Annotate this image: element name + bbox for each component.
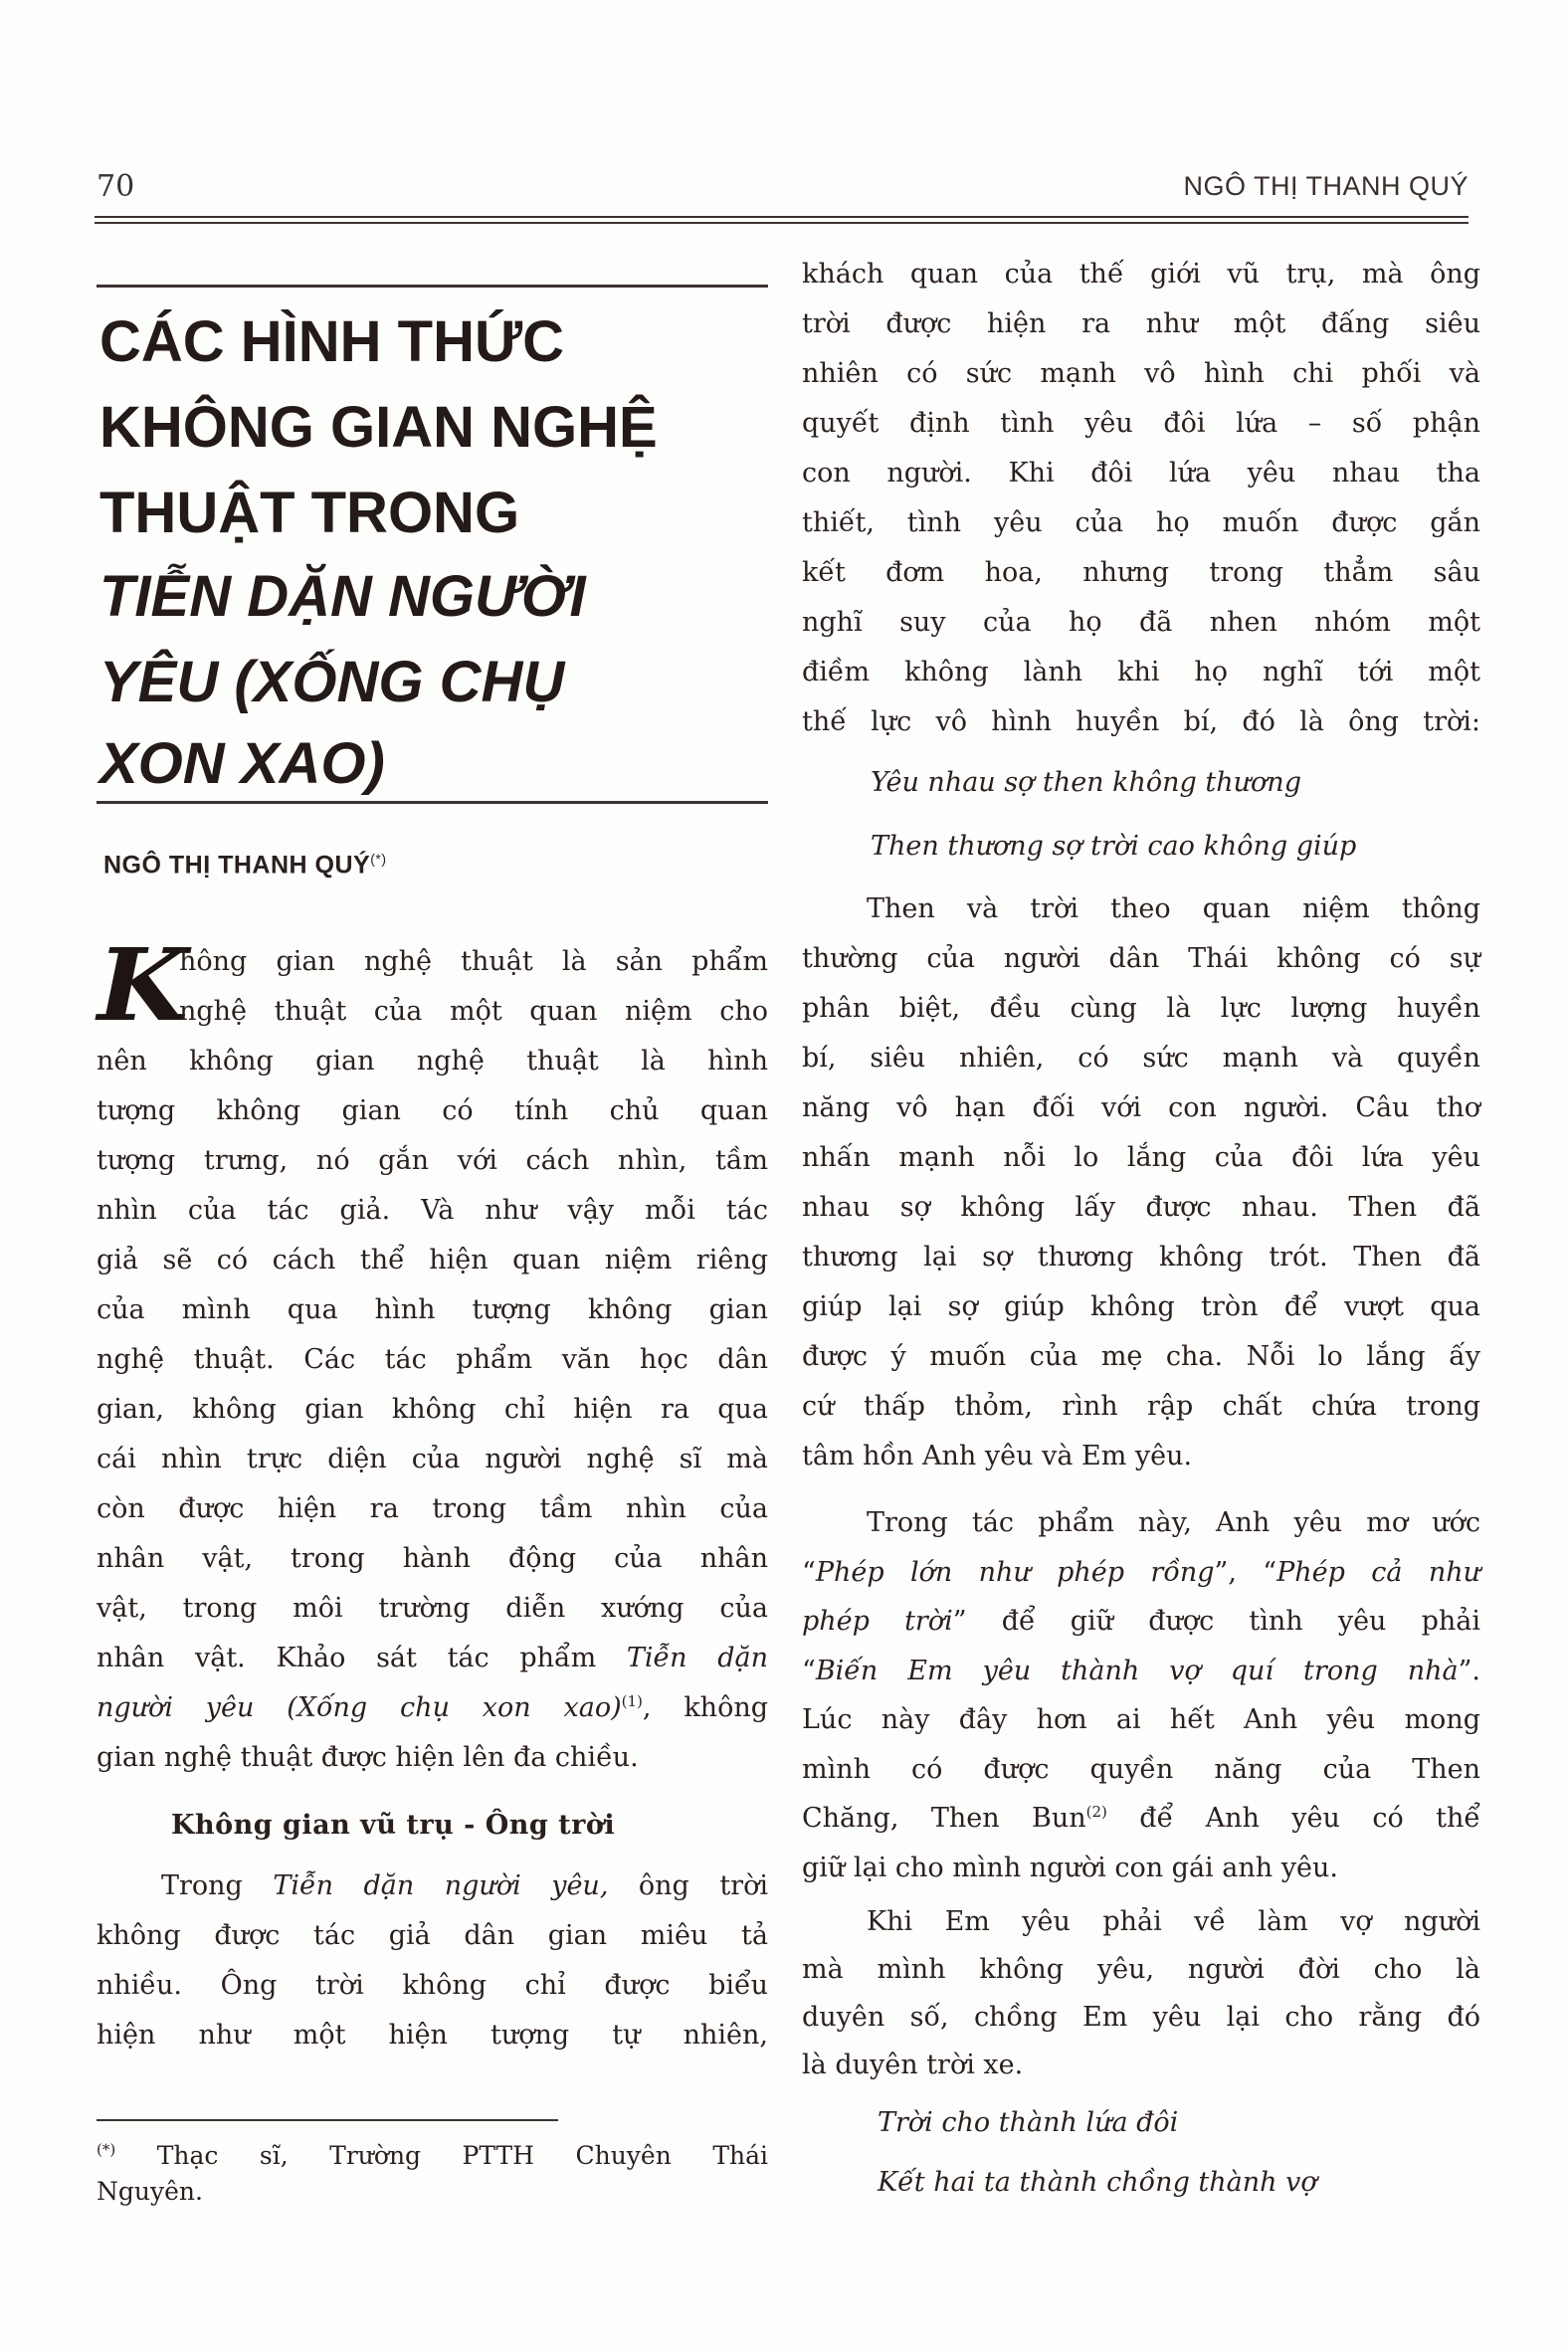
- title-line: XON XAO): [99, 731, 385, 796]
- running-head: NGÔ THỊ THANH QUÝ: [1183, 171, 1469, 201]
- text-segment: hiện như một hiện tượng tự nhiên,: [97, 2020, 768, 2051]
- body-line: [802, 299, 1480, 349]
- text-segment: mà mình không yêu, người đời cho là: [802, 1954, 1480, 1985]
- footnote-reference: (1): [621, 1692, 643, 1710]
- body-line: [97, 1136, 768, 1186]
- body-line: [802, 1597, 1480, 1647]
- text-segment: nhiều. Ông trời không chỉ được biểu: [97, 1970, 768, 2001]
- text-segment: Yêu nhau sợ then không thương: [871, 767, 1301, 798]
- body-line: [802, 1647, 1480, 1696]
- text-segment: cứ thấp thỏm, rình rập chất chứa trong: [802, 1391, 1480, 1422]
- text-segment: giữ lại cho mình người con gái anh yêu.: [802, 1852, 1338, 1883]
- author-byline: [103, 851, 387, 880]
- text-segment: thương lại sợ thương không trót. Then đã: [802, 1242, 1480, 1273]
- body-line: [179, 937, 768, 987]
- verse-line: [878, 2098, 1474, 2148]
- body-line: [802, 548, 1480, 598]
- body-line: [802, 1432, 1480, 1481]
- text-segment: Then thương sợ trời cao không giúp: [871, 831, 1357, 862]
- italic-segment: Biến Em yêu thành vợ quí trong nhà: [815, 1655, 1459, 1686]
- text-segment: tượng không gian có tính chủ quan: [97, 1095, 768, 1126]
- body-line: [802, 1993, 1480, 2043]
- body-line: [97, 1037, 768, 1086]
- text-segment: giả sẽ có cách thể hiện quan niệm riêng: [97, 1245, 768, 1275]
- drop-cap: K: [97, 926, 189, 1044]
- italic-segment: Phép lớn như phép rồng: [815, 1556, 1215, 1588]
- text-segment: Thạc sĩ, Trường PTTH Chuyên Thái: [115, 2141, 768, 2170]
- verse-line: [871, 758, 1468, 808]
- footnote-rule: [97, 2119, 558, 2121]
- text-segment: “: [802, 1655, 816, 1686]
- body-line: [97, 1534, 768, 1584]
- text-segment: trời được hiện ra như một đấng siêu: [802, 308, 1480, 339]
- body-line: [802, 1183, 1480, 1233]
- title-line: YÊU (XỐNG CHỤ: [99, 650, 565, 714]
- text-segment: gian nghệ thuật được hiện lên đa chiều.: [97, 1742, 639, 1773]
- text-segment: Then và trời theo quan niệm thông: [867, 893, 1480, 924]
- body-line: [802, 1083, 1480, 1133]
- body-line: [802, 648, 1480, 697]
- body-line: [802, 1133, 1480, 1183]
- text-segment: còn được hiện ra trong tầm nhìn của: [97, 1493, 768, 1524]
- text-segment: khách quan của thế giới vũ trụ, mà ông: [802, 259, 1480, 290]
- body-line: [97, 1435, 768, 1484]
- text-segment: bí, siêu nhiên, có sức mạnh và quyền: [802, 1043, 1480, 1074]
- text-segment: duyên số, chồng Em yêu lại cho rằng đó: [802, 2002, 1480, 2033]
- italic-segment: người yêu (Xống chụ xon xao): [97, 1692, 622, 1723]
- body-line: [161, 1862, 768, 1911]
- text-segment: , không: [642, 1692, 768, 1723]
- text-segment: Trong: [161, 1870, 274, 1901]
- text-segment: Khi Em yêu phải về làm vợ người: [867, 1906, 1480, 1937]
- text-segment: là duyên trời xe.: [802, 2050, 1024, 2080]
- author-name: NGÔ THỊ THANH QUÝ: [103, 851, 371, 880]
- text-segment: hông gian nghệ thuật là sản phẩm: [179, 946, 768, 977]
- text-segment: nghệ thuật của một quan niệm cho: [179, 996, 768, 1027]
- body-line: [802, 1282, 1480, 1332]
- text-segment: thiết, tình yêu của họ muốn được gắn: [802, 507, 1480, 538]
- body-line: [97, 1335, 768, 1385]
- footnote-reference: (2): [1085, 1803, 1107, 1821]
- body-line: [97, 1285, 768, 1335]
- body-line: [802, 697, 1480, 747]
- text-segment: Lúc này đây hơn ai hết Anh yêu mong: [802, 1704, 1480, 1735]
- body-line: [97, 1086, 768, 1136]
- page-number: 70: [97, 169, 135, 204]
- body-line: [802, 1548, 1480, 1598]
- italic-segment: Tiễn dặn người yêu,: [273, 1870, 609, 1901]
- text-segment: Trong tác phẩm này, Anh yêu mơ ước: [867, 1507, 1480, 1538]
- text-segment: để Anh yêu có thể: [1106, 1803, 1480, 1834]
- verse-line: [878, 2158, 1474, 2208]
- italic-segment: Phép cả như: [1276, 1556, 1480, 1588]
- body-line: [97, 1683, 768, 1733]
- body-line: [802, 598, 1480, 648]
- body-line: [802, 250, 1480, 299]
- text-segment: Trời cho thành lứa đôi: [878, 2107, 1179, 2138]
- italic-segment: Tiễn dặn: [626, 1643, 768, 1673]
- text-segment: năng vô hạn đối với con người. Câu thơ: [802, 1092, 1480, 1123]
- section-heading: Không gian vũ trụ - Ông trời: [171, 1810, 616, 1841]
- text-segment: nghệ thuật. Các tác phẩm văn học dân: [97, 1344, 768, 1375]
- body-line: [97, 1186, 768, 1236]
- body-line: [97, 1484, 768, 1534]
- footnote-reference: (*): [97, 2140, 116, 2159]
- body-line: [97, 1634, 768, 1683]
- text-segment: quyết định tình yêu đôi lứa – số phận: [802, 408, 1480, 439]
- text-segment: con người. Khi đôi lứa yêu nhau tha: [802, 458, 1480, 489]
- text-segment: Nguyên.: [97, 2177, 203, 2206]
- text-segment: thế lực vô hình huyền bí, đó là ông trời:: [802, 706, 1480, 737]
- body-line: [802, 1034, 1480, 1083]
- body-line: [97, 1236, 768, 1285]
- body-line: [802, 1695, 1480, 1745]
- header-rule-second: [95, 222, 1469, 224]
- verse-line: [871, 822, 1468, 872]
- title-top-rule: [97, 285, 768, 288]
- body-line: [97, 1961, 768, 2011]
- body-line: [97, 1911, 768, 1961]
- body-line: [802, 399, 1480, 449]
- author-note-marker: (*): [370, 851, 387, 867]
- body-line: [802, 1233, 1480, 1282]
- body-line: [179, 987, 768, 1037]
- text-segment: “: [802, 1556, 816, 1588]
- body-line: [802, 498, 1480, 548]
- text-segment: không được tác giả dân gian miêu tả: [97, 1920, 768, 1951]
- text-segment: ”.: [1458, 1655, 1480, 1686]
- text-segment: gian, không gian không chỉ hiện ra qua: [97, 1394, 768, 1425]
- text-segment: ”, “: [1214, 1556, 1277, 1588]
- body-line: [867, 1897, 1480, 1947]
- text-segment: của mình qua hình tượng không gian: [97, 1294, 768, 1325]
- body-line: [802, 2041, 1480, 2090]
- body-line: [867, 1498, 1480, 1548]
- title-line: TIỄN DẶN NGƯỜI: [99, 564, 586, 629]
- text-segment: mình có được quyền năng của Then: [802, 1753, 1480, 1785]
- text-segment: được ý muốn của mẹ cha. Nỗi lo lắng ấy: [802, 1341, 1480, 1372]
- title-bottom-rule: [97, 801, 768, 804]
- body-line: [97, 1733, 768, 1783]
- text-segment: kết đơm hoa, nhưng trong thẳm sâu: [802, 557, 1480, 588]
- body-line: [802, 449, 1480, 498]
- body-line: [802, 1745, 1480, 1795]
- text-segment: nhân vật. Khảo sát tác phẩm: [97, 1643, 627, 1673]
- title-line: KHÔNG GIAN NGHỆ: [99, 395, 658, 460]
- title-line: CÁC HÌNH THỨC: [99, 309, 564, 374]
- body-line: [802, 1945, 1480, 1995]
- body-line: [802, 1844, 1480, 1893]
- body-line: [802, 349, 1480, 399]
- footnote-line: [97, 2167, 768, 2217]
- body-line: [802, 1794, 1480, 1844]
- text-segment: ” để giữ được tình yêu phải: [952, 1606, 1480, 1637]
- body-line: [802, 984, 1480, 1034]
- text-segment: nhấn mạnh nỗi lo lắng của đôi lứa yêu: [802, 1142, 1480, 1173]
- text-segment: nhau sợ không lấy được nhau. Then đã: [802, 1192, 1480, 1223]
- text-segment: cái nhìn trực diện của người nghệ sĩ mà: [97, 1444, 768, 1474]
- body-line: [867, 884, 1480, 934]
- text-segment: nên không gian nghệ thuật là hình: [97, 1046, 768, 1077]
- body-line: [802, 1332, 1480, 1382]
- title-line: THUẬT TRONG: [99, 481, 520, 545]
- text-segment: phân biệt, đều cùng là lực lượng huyền: [802, 993, 1480, 1024]
- text-segment: thường của người dân Thái không có sự: [802, 943, 1480, 974]
- text-segment: Kết hai ta thành chồng thành vợ: [878, 2167, 1317, 2198]
- header-rule: [95, 216, 1469, 218]
- body-line: [802, 934, 1480, 984]
- text-segment: Chăng, Then Bun: [802, 1803, 1086, 1834]
- italic-segment: phép trời: [802, 1606, 953, 1637]
- text-segment: tượng trưng, nó gắn với cách nhìn, tầm: [97, 1145, 768, 1176]
- body-line: [802, 1382, 1480, 1432]
- text-segment: điềm không lành khi họ nghĩ tới một: [802, 657, 1480, 687]
- body-line: [97, 1385, 768, 1435]
- text-segment: nhìn của tác giả. Và như vậy mỗi tác: [97, 1195, 768, 1226]
- body-line: [97, 1584, 768, 1634]
- text-segment: ông trời: [608, 1870, 768, 1901]
- text-segment: nhân vật, trong hành động của nhân: [97, 1543, 768, 1574]
- text-segment: vật, trong môi trường diễn xướng của: [97, 1593, 768, 1624]
- text-segment: nghĩ suy của họ đã nhen nhóm một: [802, 607, 1480, 638]
- text-segment: giúp lại sợ giúp không tròn để vượt qua: [802, 1291, 1480, 1322]
- body-line: [97, 2011, 768, 2060]
- text-segment: tâm hồn Anh yêu và Em yêu.: [802, 1441, 1193, 1471]
- text-segment: nhiên có sức mạnh vô hình chi phối và: [802, 358, 1480, 389]
